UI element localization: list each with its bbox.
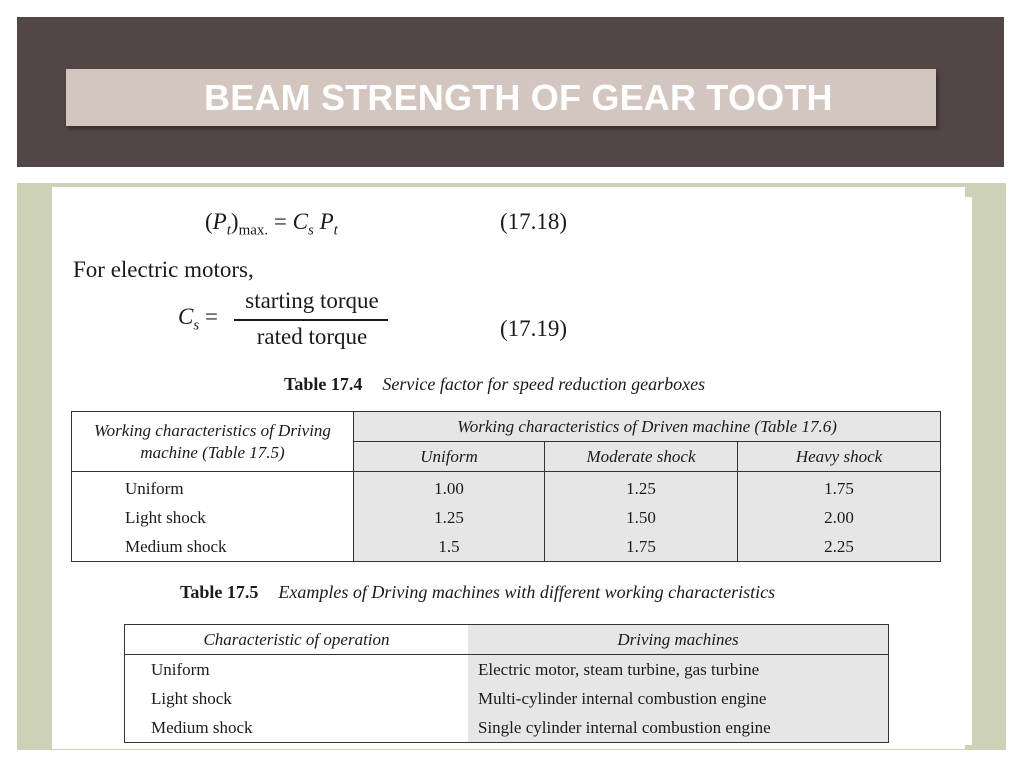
electric-motors-intro: For electric motors, (73, 257, 254, 282)
fraction-denominator: rated torque (256, 324, 368, 349)
table-cell: 1.75 (545, 532, 738, 562)
table-row (72, 532, 941, 562)
table-cell: 1.75 (738, 472, 941, 504)
table-cell: 2.00 (738, 503, 941, 532)
service-factor-table (71, 411, 941, 562)
row-label: Uniform (72, 472, 354, 504)
driving-machines-table (124, 624, 889, 743)
table-cell: 1.5 (354, 532, 545, 562)
slide-title: BEAM STRENGTH OF GEAR TOOTH (204, 77, 833, 118)
equation-number-17-19: (17.19) (500, 316, 568, 341)
table-17-5-label: Table 17.5 (180, 582, 259, 602)
row-label: Light shock (125, 684, 469, 713)
equation-17-19-lhs: $C_s$ = (178, 304, 218, 334)
row-label: Uniform (125, 655, 469, 685)
table-row (72, 503, 941, 532)
row-label: Medium shock (72, 532, 354, 562)
table-cell: Single cylinder internal combustion engine (468, 713, 889, 743)
column-header-moderate-shock: Moderate shock (545, 442, 738, 472)
column-header-characteristic: Characteristic of operation (125, 625, 469, 655)
table-cell: 1.25 (354, 503, 545, 532)
equation-number-17-18: (17.18) (500, 209, 568, 234)
table-cell: Multi-cylinder internal combustion engine (468, 684, 889, 713)
fraction-bar (234, 319, 388, 321)
table-row (125, 684, 889, 713)
table-17-5-caption (180, 582, 775, 603)
table-cell: 1.25 (545, 472, 738, 504)
fraction-numerator: starting torque (245, 288, 379, 313)
equation-17-18: $(P_t)_{max.} = C_s$ $P_t$ (205, 209, 338, 239)
table-cell: Electric motor, steam turbine, gas turbine (468, 655, 889, 685)
title-box (66, 69, 936, 126)
table-17-4-caption (284, 374, 705, 395)
table-17-4-row-header: Working characteristics of Driving machine (Table 17.5) (72, 412, 354, 472)
column-header-driving-machines: Driving machines (468, 625, 889, 655)
table-row (72, 472, 941, 504)
column-header-heavy-shock: Heavy shock (738, 442, 941, 472)
table-row (125, 655, 889, 685)
row-label: Medium shock (125, 713, 469, 743)
column-header-uniform: Uniform (354, 442, 545, 472)
table-17-4-label: Table 17.4 (284, 374, 363, 394)
table-cell: 1.50 (545, 503, 738, 532)
table-17-4-group-header: Working characteristics of Driven machine (Table 17.6) (354, 412, 941, 442)
table-row (125, 713, 889, 743)
table-cell: 1.00 (354, 472, 545, 504)
table-17-5-title: Examples of Driving machines with different working characteristics (278, 582, 776, 602)
table-cell: 2.25 (738, 532, 941, 562)
table-17-4-title: Service factor for speed reduction gearboxes (382, 374, 706, 394)
row-label: Light shock (72, 503, 354, 532)
